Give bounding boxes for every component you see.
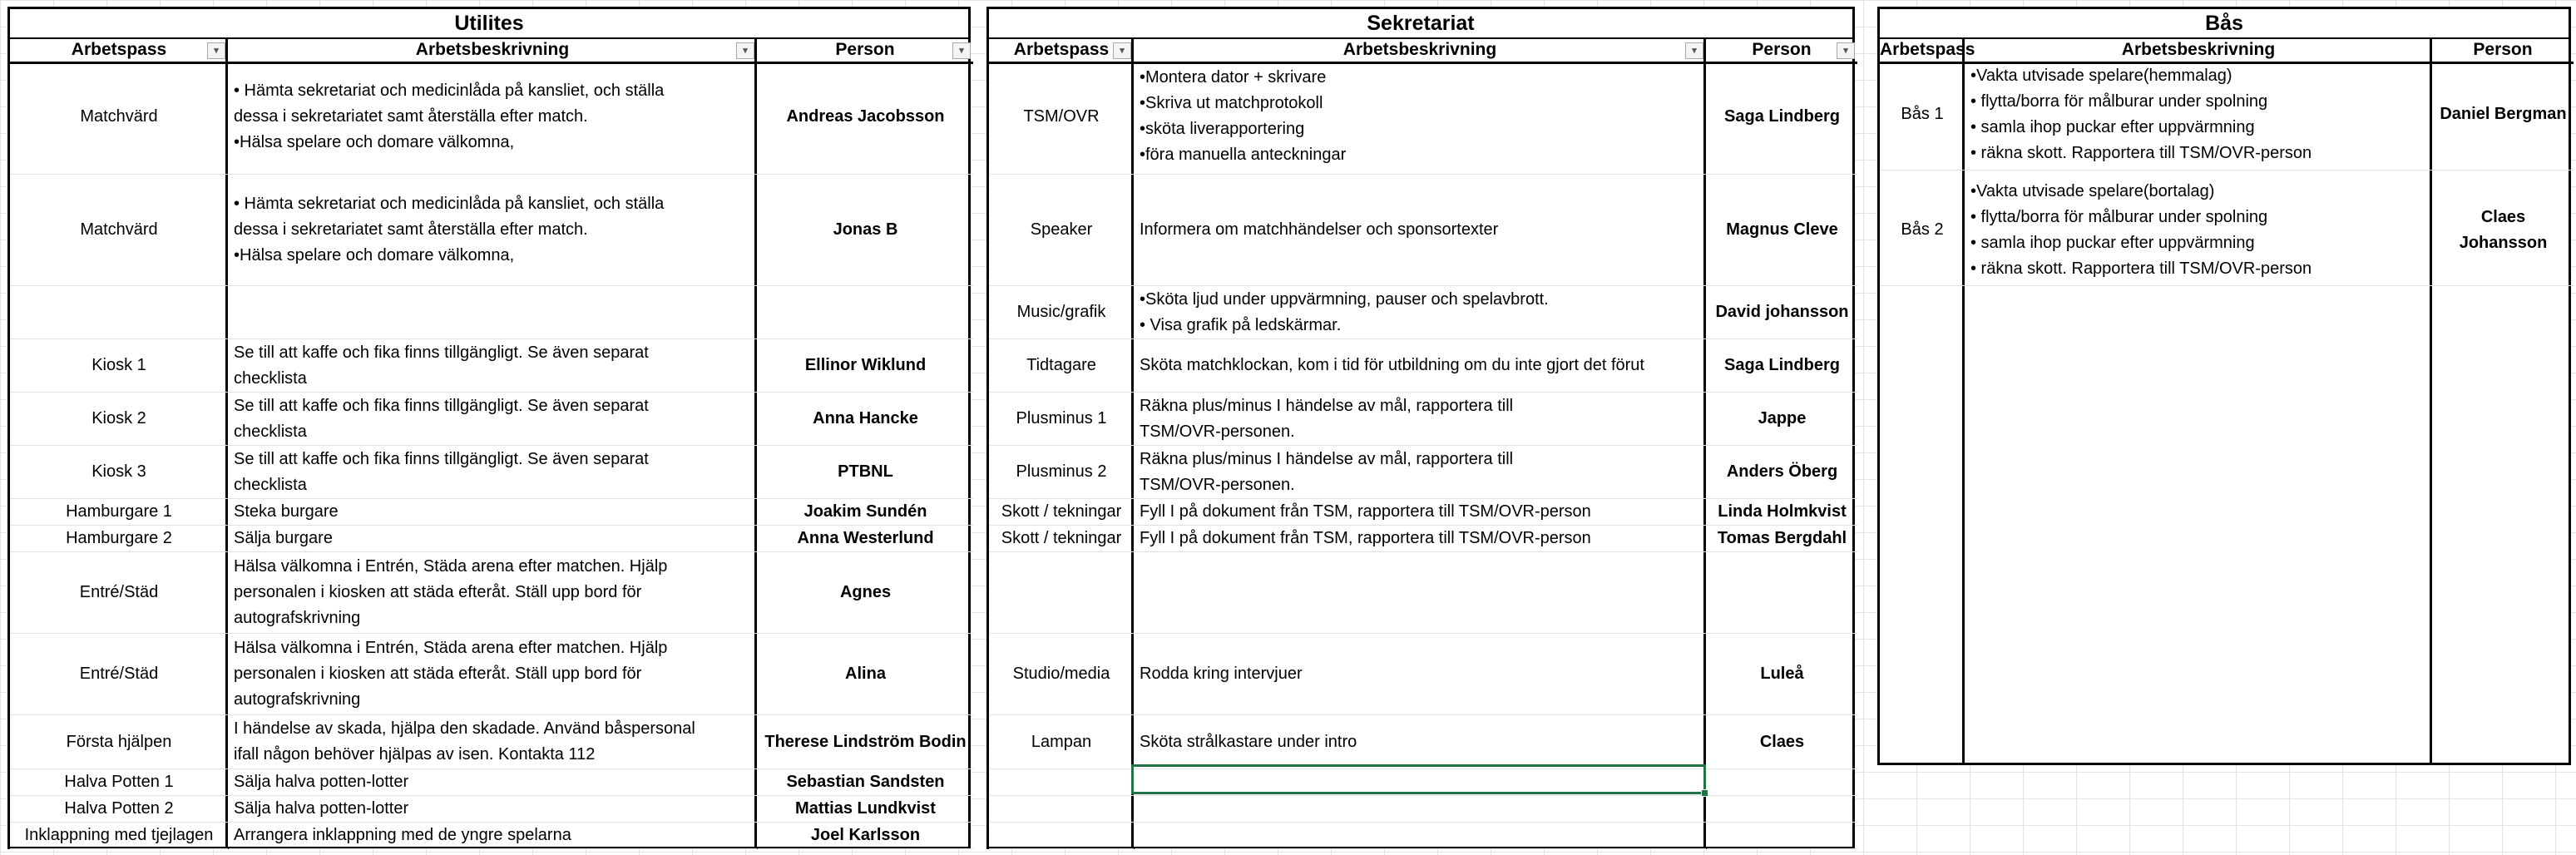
utilites-cell-text: Therese Lindström Bodin (764, 732, 967, 751)
sekretariat-cell-text: Plusminus 1 (1016, 409, 1107, 428)
utilites-cell-text: Matchvärd (80, 220, 158, 239)
utilites-cell-text: Halva Potten 2 (64, 799, 174, 818)
utilites-cell-text: Anna Westerlund (797, 529, 934, 547)
utilites-cell-text: Jonas B (833, 220, 898, 239)
sekretariat-cell-text: Anders Öberg (1726, 462, 1838, 481)
utilites-cell-person[interactable] (758, 499, 973, 526)
utilites-cell-desc[interactable] (229, 796, 757, 823)
utilites-cell-text: Joel Karlsson (810, 826, 921, 844)
bas-cell-person[interactable] (2433, 175, 2574, 286)
sekretariat-cell-desc[interactable] (1135, 796, 1706, 823)
utilites-cell-desc[interactable] (229, 499, 757, 526)
utilites-cell-desc[interactable] (229, 59, 757, 175)
utilites-cell-text: Inklappning med tjejlagen (24, 826, 214, 844)
dropdown-arrow-icon[interactable]: ▾ (1837, 42, 1855, 59)
sekretariat-cell-text: •Sköta ljud under uppvärmning, pauser och spelavbrott. • Visa grafik på ledskärmar. (1140, 289, 1549, 334)
utilites-cell-desc[interactable] (229, 339, 757, 393)
sekretariat-cell-person[interactable] (1707, 393, 1857, 446)
bas-cell-text: Claes Johansson (2459, 207, 2548, 252)
utilites-cell-person[interactable] (758, 715, 973, 769)
dropdown-arrow-icon[interactable]: ▾ (1113, 42, 1131, 59)
sekretariat-cell-person[interactable] (1707, 769, 1857, 796)
sekretariat-header-label: Arbetspass (1013, 40, 1110, 59)
utilites-cell-desc[interactable] (229, 552, 757, 634)
sekretariat-cell-pass[interactable] (989, 446, 1134, 499)
utilites-cell-person[interactable] (758, 634, 973, 715)
utilites-cell-text: Steka burgare (234, 502, 339, 521)
sekretariat-cell-pass[interactable] (989, 823, 1134, 849)
sekretariat-cell-person[interactable] (1707, 823, 1857, 849)
utilites-cell-text: Hälsa välkomna i Entrén, Städa arena efter matchen. Hjälp personalen i kiosken att städa efteråt. Ställ upp bord för autografskrivning (234, 639, 668, 709)
utilites-cell-text: Alina (845, 665, 886, 683)
sekretariat-title: Sekretariat (989, 9, 1852, 39)
sekretariat-cell-text: Music/grafik (1016, 303, 1106, 321)
utilites-cell-text: Se till att kaffe och fika finns tillgängligt. Se även separat checklista (234, 449, 649, 494)
sekretariat-cell-desc[interactable] (1135, 526, 1706, 552)
utilites-cell-text: Matchvärd (80, 106, 158, 126)
active-cell-selection[interactable] (1131, 764, 1706, 794)
utilites-cell-text: Entré/Städ (79, 583, 159, 601)
utilites-table (7, 7, 971, 849)
utilites-cell-desc[interactable] (229, 526, 757, 552)
utilites-header-label: Arbetsbeskrivning (415, 40, 570, 59)
sekretariat-cell-text: Studio/media (1012, 665, 1110, 683)
sekretariat-cell-pass[interactable] (989, 715, 1134, 769)
sekretariat-cell-pass[interactable] (989, 634, 1134, 715)
sekretariat-cell-person[interactable] (1707, 796, 1857, 823)
sekretariat-cell-desc[interactable] (1135, 175, 1706, 286)
utilites-cell-pass[interactable] (10, 796, 228, 823)
sekretariat-cell-text: Sköta matchklockan, kom i tid för utbildning om du inte gjort det förut (1140, 356, 1644, 374)
utilites-cell-pass[interactable] (10, 499, 228, 526)
utilites-cell-person[interactable] (758, 796, 973, 823)
sekretariat-cell-text: Tomas Bergdahl (1717, 529, 1847, 547)
utilites-cell-text: Hamburgare 1 (66, 502, 172, 521)
sekretariat-cell-text: Räkna plus/minus I händelse av mål, rapportera till TSM/OVR-personen. (1140, 449, 1514, 494)
utilites-cell-text: Andreas Jacobsson (786, 106, 945, 126)
utilites-cell-text: Halva Potten 1 (64, 773, 174, 791)
bas-cell-desc[interactable] (1965, 175, 2432, 286)
bas-cell-pass[interactable] (1880, 175, 1965, 286)
sekretariat-cell-text: Sköta strålkastare under intro (1140, 732, 1357, 751)
sekretariat-cell-person[interactable] (1707, 526, 1857, 552)
utilites-cell-text: Anna Hancke (813, 409, 918, 428)
utilites-cell-pass[interactable] (10, 339, 228, 393)
utilites-cell-pass[interactable] (10, 59, 228, 175)
bas-table (1877, 7, 2571, 765)
sekretariat-cell-text: Räkna plus/minus I händelse av mål, rapportera till TSM/OVR-personen. (1140, 396, 1514, 441)
bas-header-label: Arbetspass (1880, 40, 1975, 59)
sekretariat-cell-text: Rodda kring intervjuer (1140, 665, 1303, 683)
sekretariat-cell-text: David johansson (1715, 303, 1849, 321)
sekretariat-cell-person[interactable] (1707, 339, 1857, 393)
utilites-cell-person[interactable] (758, 552, 973, 634)
sekretariat-cell-text: Tidtagare (1026, 356, 1096, 374)
sekretariat-cell-desc[interactable] (1135, 552, 1706, 634)
dropdown-arrow-icon[interactable]: ▾ (736, 42, 754, 59)
sekretariat-cell-desc[interactable] (1135, 499, 1706, 526)
dropdown-arrow-icon[interactable]: ▾ (1685, 42, 1703, 59)
bas-cell-pass[interactable] (1880, 59, 1965, 171)
bas-cell-text: •Vakta utvisade spelare(hemmalag) • flytta/borra för målburar under spolning • samla ihop puckar efter uppvärmning • räkna skott. Rapportera till TSM/OVR-person (1970, 66, 2312, 162)
sekretariat-cell-desc[interactable] (1135, 634, 1706, 715)
utilites-cell-person[interactable] (758, 59, 973, 175)
bas-cell-desc[interactable] (1965, 59, 2432, 171)
sekretariat-cell-text: Fyll I på dokument från TSM, rapportera till TSM/OVR-person (1140, 529, 1591, 547)
utilites-cell-person[interactable] (758, 286, 973, 339)
sekretariat-cell-text: Skott / tekningar (1001, 529, 1122, 547)
utilites-cell-text: Entré/Städ (79, 665, 159, 683)
sekretariat-cell-text: Luleå (1760, 665, 1804, 683)
utilites-cell-text: Hälsa välkomna i Entrén, Städa arena efter matchen. Hjälp personalen i kiosken att städa efteråt. Ställ upp bord för autografskrivning (234, 557, 668, 627)
utilites-cell-text: Kiosk 1 (91, 356, 146, 374)
utilites-cell-text: Mattias Lundkvist (795, 799, 936, 818)
utilites-cell-desc[interactable] (229, 715, 757, 769)
utilites-cell-text: Arrangera inklappning med de yngre spelarna (234, 826, 571, 844)
sekretariat-cell-text: Magnus Cleve (1726, 220, 1838, 239)
sekretariat-cell-text: Skott / tekningar (1001, 502, 1122, 521)
utilites-cell-pass[interactable] (10, 634, 228, 715)
sekretariat-cell-person[interactable] (1707, 175, 1857, 286)
sekretariat-cell-desc[interactable] (1135, 715, 1706, 769)
sekretariat-cell-person[interactable] (1707, 552, 1857, 634)
sekretariat-cell-pass[interactable] (989, 339, 1134, 393)
sekretariat-cell-text: Linda Holmkvist (1718, 502, 1847, 521)
utilites-cell-text: Sebastian Sandsten (786, 773, 945, 791)
sekretariat-cell-text: Jappe (1758, 409, 1807, 428)
utilites-cell-text: PTBNL (838, 462, 893, 481)
sekretariat-cell-desc[interactable] (1135, 286, 1706, 339)
sekretariat-cell-desc[interactable] (1135, 446, 1706, 499)
sekretariat-cell-text: Informera om matchhändelser och sponsortexter (1140, 220, 1499, 239)
bas-header-label: Person (2473, 40, 2533, 59)
sekretariat-cell-text: Claes (1759, 732, 1805, 751)
sekretariat-cell-person[interactable] (1707, 634, 1857, 715)
sekretariat-cell-text: Plusminus 2 (1016, 462, 1107, 481)
sekretariat-cell-person[interactable] (1707, 499, 1857, 526)
sekretariat-cell-text: Saga Lindberg (1724, 356, 1840, 374)
utilites-cell-text: Se till att kaffe och fika finns tillgängligt. Se även separat checklista (234, 396, 649, 441)
sekretariat-cell-pass[interactable] (989, 286, 1134, 339)
utilites-cell-pass[interactable] (10, 715, 228, 769)
bas-cell-text: Daniel Bergman (2440, 105, 2567, 123)
utilites-cell-text: • Hämta sekretariat och medicinlåda på kansliet, och ställa dessa i sekretariatet samt återställa efter match. •Hälsa spelare och domare välkomna, (234, 81, 665, 151)
utilites-cell-person[interactable] (758, 446, 973, 499)
sekretariat-cell-pass[interactable] (989, 796, 1134, 823)
bas-header-label: Arbetsbeskrivning (2121, 40, 2276, 59)
sekretariat-header-label: Arbetsbeskrivning (1342, 40, 1497, 59)
sekretariat-cell-text: Saga Lindberg (1724, 106, 1840, 126)
sekretariat-cell-desc[interactable] (1135, 59, 1706, 175)
utilites-cell-text: Sälja halva potten-lotter (234, 773, 409, 791)
utilites-cell-desc[interactable] (229, 286, 757, 339)
sekretariat-cell-pass[interactable] (989, 526, 1134, 552)
bas-cell-text: Bås 1 (1901, 105, 1944, 123)
utilites-cell-person[interactable] (758, 769, 973, 796)
sekretariat-cell-desc[interactable] (1135, 339, 1706, 393)
utilites-cell-text: Kiosk 3 (91, 462, 146, 481)
utilites-cell-text: Sälja halva potten-lotter (234, 799, 409, 818)
utilites-cell-text: Joakim Sundén (803, 502, 927, 521)
utilites-cell-desc[interactable] (229, 446, 757, 499)
utilites-cell-text: Hamburgare 2 (66, 529, 172, 547)
utilites-cell-person[interactable] (758, 339, 973, 393)
utilites-cell-desc[interactable] (229, 634, 757, 715)
sekretariat-cell-pass[interactable] (989, 499, 1134, 526)
sekretariat-table (986, 7, 1855, 849)
sekretariat-cell-desc[interactable] (1135, 393, 1706, 446)
dropdown-arrow-icon[interactable]: ▾ (207, 42, 225, 59)
utilites-cell-pass[interactable] (10, 446, 228, 499)
utilites-cell-person[interactable] (758, 393, 973, 446)
sekretariat-cell-person[interactable] (1707, 59, 1857, 175)
sekretariat-cell-text: Speaker (1030, 220, 1093, 239)
utilites-cell-pass[interactable] (10, 286, 228, 339)
sekretariat-cell-text: Lampan (1031, 732, 1092, 751)
sekretariat-cell-person[interactable] (1707, 286, 1857, 339)
bas-cell-text: •Vakta utvisade spelare(bortalag) • flytta/borra för målburar under spolning • samla ihop puckar efter uppvärmning • räkna skott. Rapportera till TSM/OVR-person (1970, 181, 2312, 278)
utilites-cell-person[interactable] (758, 823, 973, 849)
utilites-cell-pass[interactable] (10, 823, 228, 849)
utilites-cell-person[interactable] (758, 175, 973, 286)
sekretariat-cell-pass[interactable] (989, 175, 1134, 286)
utilites-cell-text: Sälja burgare (234, 529, 333, 547)
sekretariat-cell-desc[interactable] (1135, 823, 1706, 849)
utilites-cell-pass[interactable] (10, 393, 228, 446)
utilites-cell-pass[interactable] (10, 552, 228, 634)
utilites-title: Utilites (10, 9, 968, 39)
utilites-cell-person[interactable] (758, 526, 973, 552)
sekretariat-cell-text: •Montera dator + skrivare •Skriva ut matchprotokoll •sköta liverapportering •föra manuella anteckningar (1140, 68, 1347, 164)
utilites-cell-text: • Hämta sekretariat och medicinlåda på kansliet, och ställa dessa i sekretariatet samt återställa efter match. •Hälsa spelare och domare välkomna, (234, 195, 665, 264)
utilites-cell-pass[interactable] (10, 175, 228, 286)
utilites-cell-text: Ellinor Wiklund (804, 356, 927, 374)
bas-cell-person[interactable] (2433, 59, 2574, 171)
sekretariat-cell-pass[interactable] (989, 552, 1134, 634)
utilites-header-label: Person (835, 40, 895, 59)
utilites-cell-pass[interactable] (10, 526, 228, 552)
utilites-cell-text: Se till att kaffe och fika finns tillgängligt. Se även separat checklista (234, 343, 649, 388)
sekretariat-cell-person[interactable] (1707, 446, 1857, 499)
utilites-cell-text: Kiosk 2 (91, 409, 146, 428)
sekretariat-cell-person[interactable] (1707, 715, 1857, 769)
bas-title: Bås (1880, 9, 2569, 39)
sekretariat-cell-pass[interactable] (989, 59, 1134, 175)
sekretariat-header-label: Person (1752, 40, 1812, 59)
bas-cell-text: Bås 2 (1901, 220, 1944, 239)
utilites-cell-text: Agnes (839, 583, 892, 601)
utilites-cell-text: Första hjälpen (66, 732, 172, 751)
utilites-cell-text: I händelse av skada, hjälpa den skadade. Använd båspersonal ifall någon behöver hjälpas av isen. Kontakta 112 (234, 719, 695, 764)
utilites-cell-pass[interactable] (10, 769, 228, 796)
utilites-cell-desc[interactable] (229, 393, 757, 446)
dropdown-arrow-icon[interactable]: ▾ (952, 42, 971, 59)
utilites-cell-desc[interactable] (229, 769, 757, 796)
utilites-cell-desc[interactable] (229, 175, 757, 286)
utilites-cell-desc[interactable] (229, 823, 757, 849)
utilites-header-label: Arbetspass (71, 40, 167, 59)
sekretariat-cell-pass[interactable] (989, 769, 1134, 796)
sekretariat-cell-text: TSM/OVR (1023, 106, 1100, 126)
sekretariat-cell-text: Fyll I på dokument från TSM, rapportera till TSM/OVR-person (1140, 502, 1591, 521)
sekretariat-cell-pass[interactable] (989, 393, 1134, 446)
